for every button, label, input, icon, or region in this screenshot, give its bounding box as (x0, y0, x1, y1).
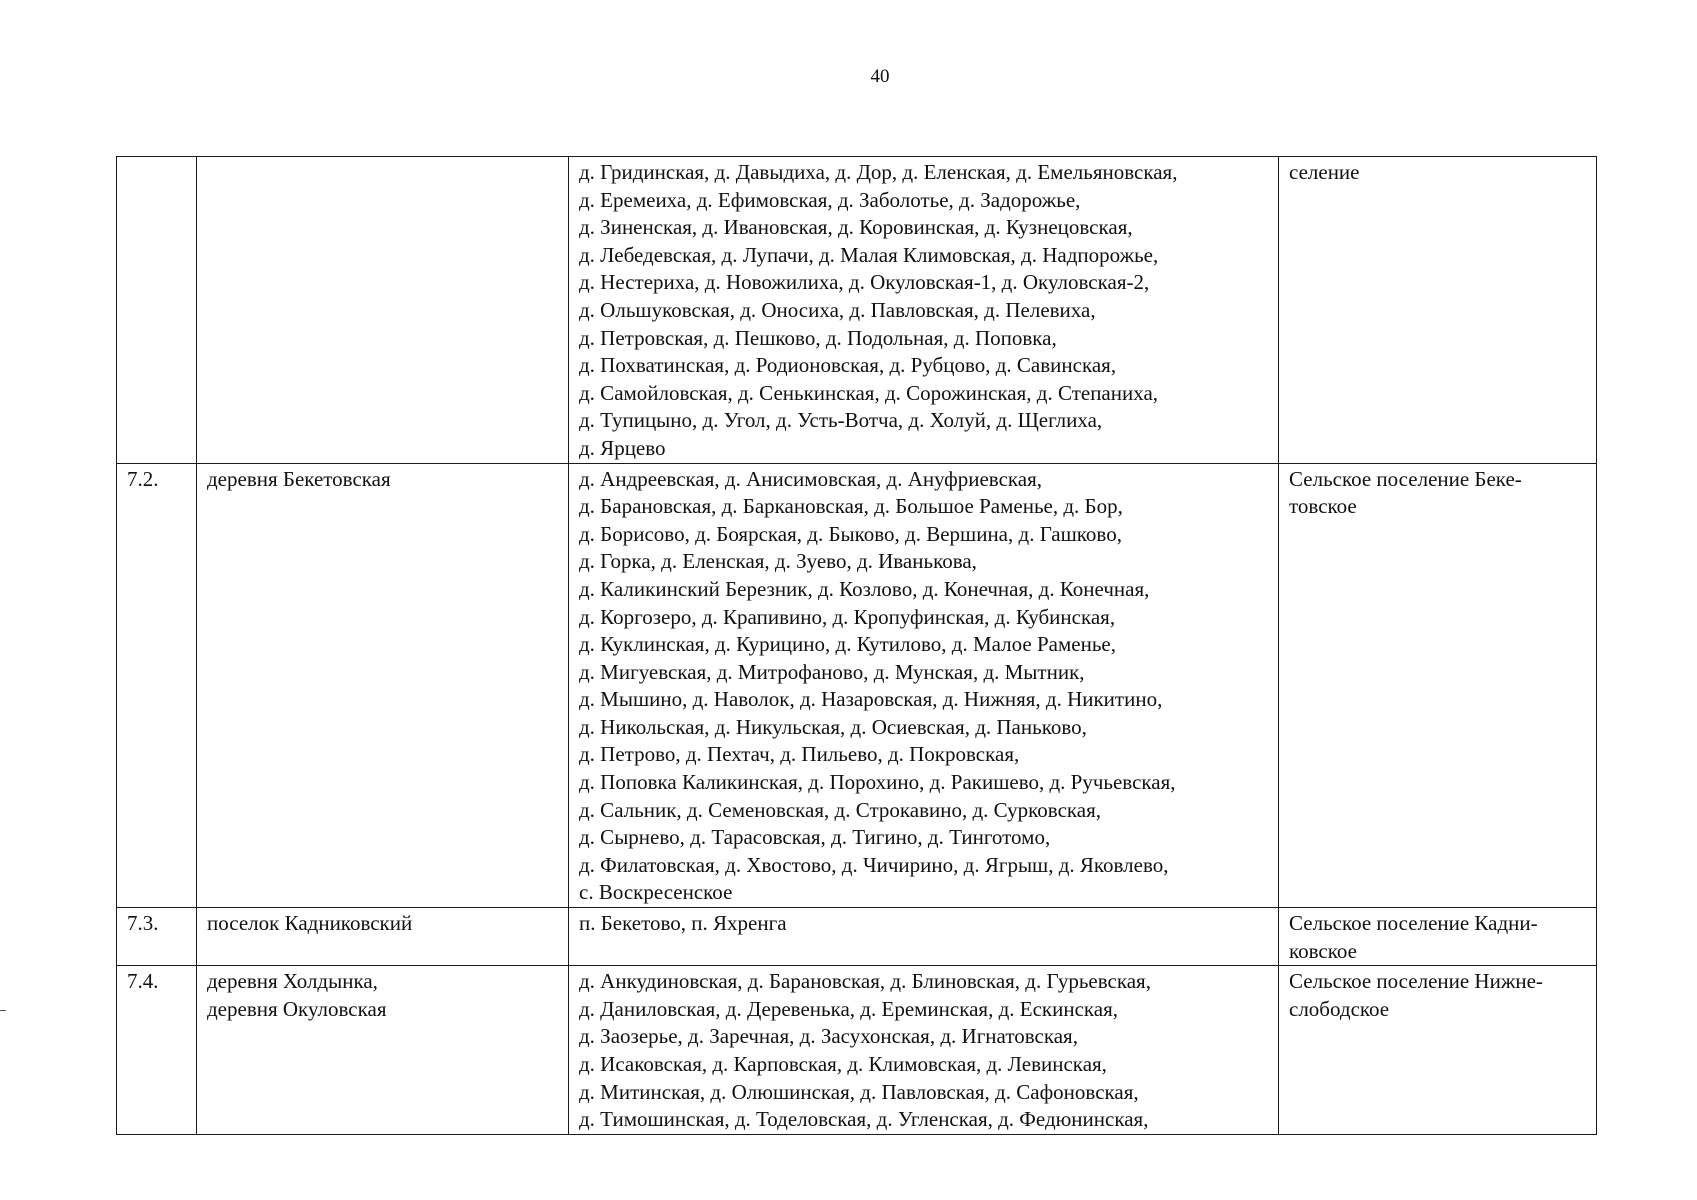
settlements-cell-line: д. Барановская, д. Баркановская, д. Большое Раменье, д. Бор, (579, 494, 1123, 519)
center-cell (197, 463, 569, 908)
settlements-cell-line: д. Петрово, д. Пехтач, д. Пильево, д. Покровская, (579, 742, 1020, 767)
settlements-cell-line: д. Тупицыно, д. Угол, д. Усть-Вотча, д. Холуй, д. Щеглиха, (579, 408, 1103, 433)
settlements-cell-line: д. Похватинская, д. Родионовская, д. Рубцово, д. Савинская, (579, 353, 1117, 378)
municipality-cell-line: товское (1289, 494, 1357, 519)
settlements-cell-line: д. Ярцево (579, 435, 666, 460)
settlements-cell-line: д. Горка, д. Еленская, д. Зуево, д. Иванькова, (579, 549, 977, 574)
table-row (117, 908, 1597, 966)
municipality-cell (1279, 966, 1597, 1135)
table-row (117, 463, 1597, 908)
settlements-cell-line: д. Поповка Каликинская, д. Порохино, д. Ракишево, д. Ручьевская, (579, 770, 1176, 795)
center-cell (197, 157, 569, 464)
settlements-cell-line: д. Мигуевская, д. Митрофаново, д. Мунская, д. Мытник, (579, 659, 1085, 684)
settlements-cell-line: д. Зиненская, д. Ивановская, д. Коровинская, д. Кузнецовская, (579, 215, 1133, 240)
municipality-cell-line: Сельское поселение Нижне- (1289, 969, 1543, 994)
row-number (117, 157, 197, 464)
settlements-cell-line: д. Исаковская, д. Карповская, д. Климовская, д. Левинская, (579, 1052, 1107, 1076)
settlements-cell (569, 966, 1279, 1135)
settlements-cell-line: д. Петровская, д. Пешково, д. Подольная, д. Поповка, (579, 325, 1057, 350)
center-cell-line: деревня Холдынка, (207, 969, 378, 994)
settlements-cell-line: д. Сальник, д. Семеновская, д. Строкавино, д. Сурковская, (579, 797, 1102, 822)
center-cell (197, 908, 569, 966)
settlements-cell-line: д. Сырнево, д. Тарасовская, д. Тигино, д. Тинготомо, (579, 825, 1051, 850)
settlements-cell-line: д. Филатовская, д. Хвостово, д. Чичирино, д. Ягрыш, д. Яковлево, (579, 852, 1169, 877)
settlements-cell-line: д. Борисово, д. Боярская, д. Быково, д. Вершина, д. Гашково, (579, 521, 1122, 546)
settlements-cell-line: д. Тимошинская, д. Тоделовская, д. Угленская, д. Федюнинская, (579, 1107, 1149, 1132)
settlements-cell (569, 157, 1279, 464)
municipality-cell (1279, 157, 1597, 464)
center-cell-line: деревня Окуловская (207, 996, 387, 1021)
table-row (117, 966, 1597, 1135)
municipality-cell (1279, 908, 1597, 966)
municipality-cell-line: селение (1289, 160, 1360, 184)
settlements-cell-line: д. Анкудиновская, д. Барановская, д. Блиновская, д. Гурьевская, (579, 969, 1151, 994)
center-cell (197, 966, 569, 1135)
municipality-cell (1279, 463, 1597, 908)
settlements-cell-line: д. Лебедевская, д. Лупачи, д. Малая Климовская, д. Надпорожье, (579, 242, 1159, 267)
row-number: 7.4. (117, 966, 197, 1135)
row-number: 7.3. (117, 908, 197, 966)
settlements-cell-line: д. Самойловская, д. Сенькинская, д. Сорожинская, д. Степаниха, (579, 380, 1159, 405)
settlements-cell-line: д. Даниловская, д. Деревенька, д. Ереминская, д. Ескинская, (579, 996, 1119, 1021)
center-cell-line: деревня Бекетовская (207, 466, 391, 491)
settlements-cell-line: д. Нестериха, д. Новожилиха, д. Окуловская-1, д. Окуловская-2, (579, 270, 1150, 295)
settlements-cell-line: д. Андреевская, д. Анисимовская, д. Ануфриевская, (579, 466, 1043, 491)
settlements-cell-line: д. Гридинская, д. Давыдиха, д. Дор, д. Еленская, д. Емельяновская, (579, 160, 1178, 184)
settlements-cell-line: д. Куклинская, д. Курицино, д. Кутилово, д. Малое Раменье, (579, 632, 1116, 657)
center-cell-line: поселок Кадниковский (207, 911, 413, 936)
settlements-cell-line: д. Мышино, д. Наволок, д. Назаровская, д. Нижняя, д. Никитино, (579, 687, 1163, 712)
settlements-cell-line: д. Каликинский Березник, д. Козлово, д. Конечная, д. Конечная, (579, 576, 1150, 601)
settlements-cell-line: д. Заозерье, д. Заречная, д. Засухонская, д. Игнатовская, (579, 1024, 1078, 1049)
table-row (117, 157, 1597, 464)
municipality-cell-line: Сельское поселение Беке- (1289, 466, 1522, 491)
settlements-cell-line: п. Бекетово, п. Яхренга (579, 911, 787, 936)
settlements-cell-line: д. Никольская, д. Никульская, д. Осиевская, д. Паньково, (579, 714, 1087, 739)
row-number: 7.2. (117, 463, 197, 908)
page-number: 40 (870, 66, 890, 87)
municipality-cell-line: Сельское поселение Кадни- (1289, 911, 1538, 936)
municipality-cell-line: ковское (1289, 938, 1357, 963)
settlements-cell-line: д. Митинская, д. Олюшинская, д. Павловская, д. Сафоновская, (579, 1079, 1139, 1104)
settlements-cell-line: д. Еремеиха, д. Ефимовская, д. Заболотье, д. Задорожье, (579, 187, 1081, 212)
settlements-cell (569, 908, 1279, 966)
settlements-cell-line: с. Воскресенское (579, 880, 733, 905)
scan-artifact (0, 1010, 6, 1011)
settlements-table (116, 156, 1597, 1135)
settlements-cell-line: д. Коргозеро, д. Крапивино, д. Кропуфинская, д. Кубинская, (579, 604, 1116, 629)
settlements-cell-line: д. Ольшуковская, д. Оносиха, д. Павловская, д. Пелевиха, (579, 297, 1096, 322)
settlements-cell (569, 463, 1279, 908)
municipality-cell-line: слободское (1289, 996, 1390, 1021)
